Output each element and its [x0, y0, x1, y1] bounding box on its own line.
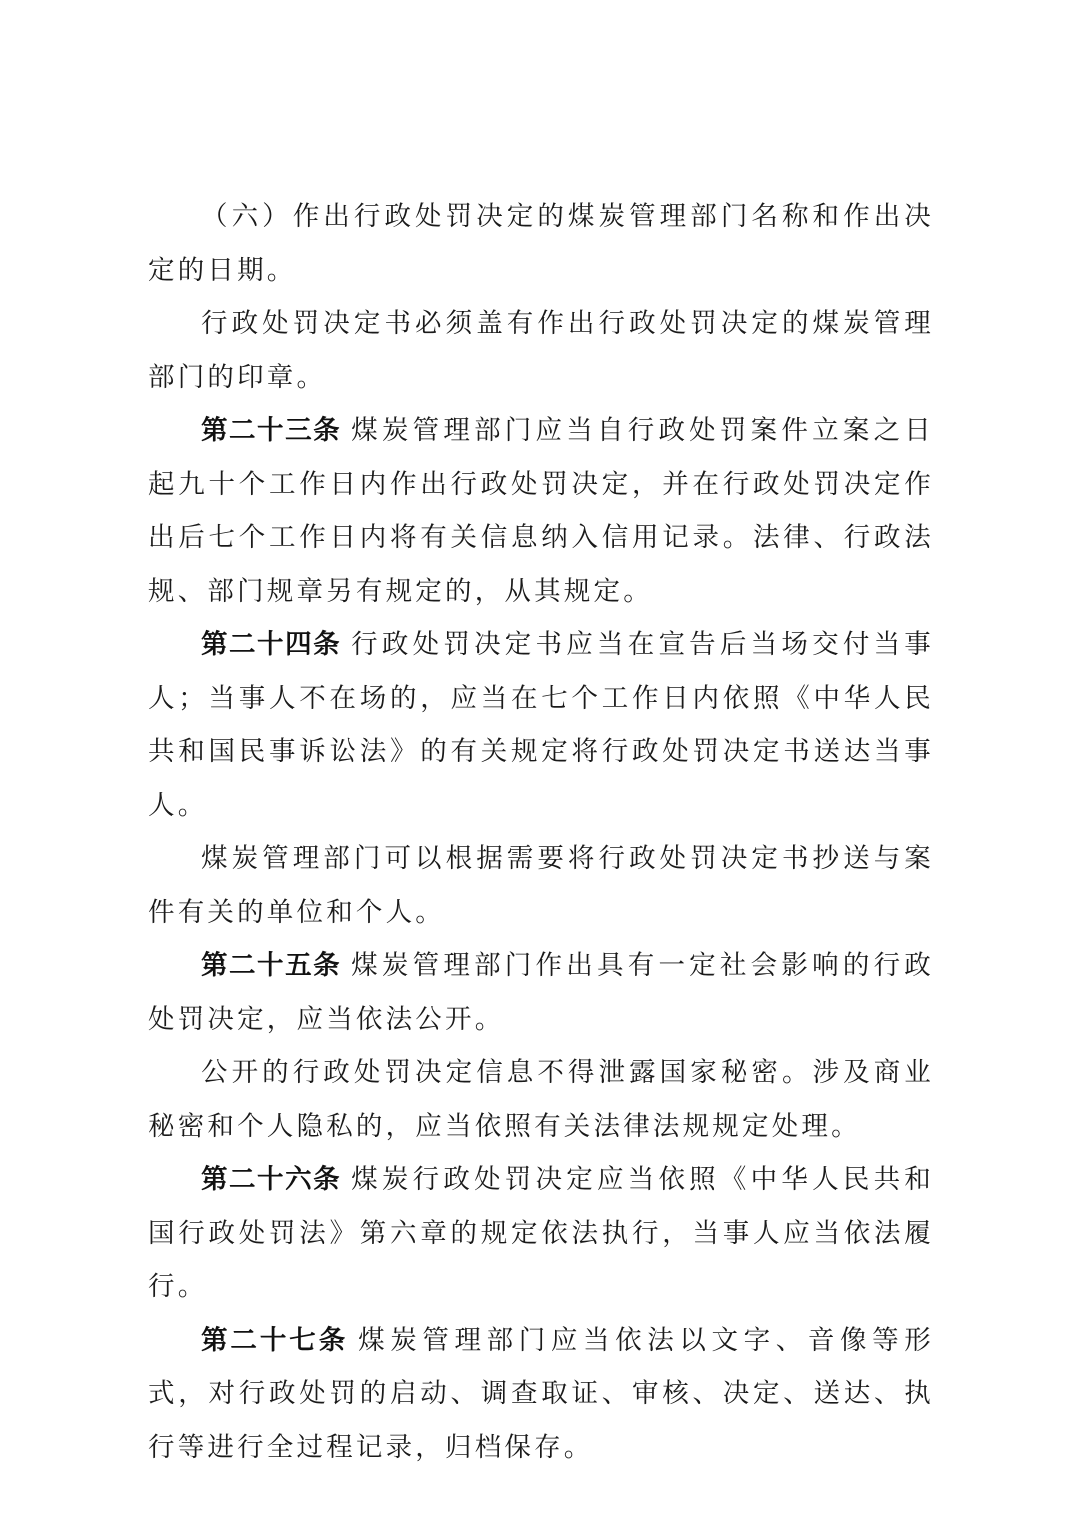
- article-24-clause-2: [148, 832, 934, 939]
- article-26: [148, 1153, 934, 1314]
- paragraph-text: 行政处罚决定书必须盖有作出行政处罚决定的煤炭管理部门的印章。: [148, 308, 934, 393]
- article-24: [148, 618, 934, 832]
- article-25-clause-2: [148, 1046, 934, 1153]
- article-heading: 第二十七条: [201, 1324, 349, 1356]
- article-text: 行政处罚决定书应当在宣告后当场交付当事人；当事人不在场的，应当在七个工作日内依照《中华人民共和国民事诉讼法》的有关规定将行政处罚决定书送达当事人。: [148, 629, 934, 821]
- article-27: [148, 1314, 934, 1475]
- paragraph-text: 煤炭管理部门可以根据需要将行政处罚决定书抄送与案件有关的单位和个人。: [148, 843, 934, 928]
- article-text: 煤炭行政处罚决定应当依照《中华人民共和国行政处罚法》第六章的规定依法执行，当事人应当依法履行。: [148, 1164, 934, 1302]
- article-text: 煤炭管理部门作出具有一定社会影响的行政处罚决定，应当依法公开。: [148, 950, 934, 1035]
- article-text: 煤炭管理部门应当依法以文字、音像等形式，对行政处罚的启动、调查取证、审核、决定、送达、执行等进行全过程记录，归档保存。: [148, 1324, 934, 1463]
- paragraph-item-6: [148, 190, 934, 297]
- article-heading: 第二十五条: [201, 950, 342, 981]
- paragraph-text: 公开的行政处罚决定信息不得泄露国家秘密。涉及商业秘密和个人隐私的，应当依照有关法律法规规定处理。: [148, 1057, 934, 1142]
- article-heading: 第二十三条: [201, 415, 342, 446]
- article-text: 煤炭管理部门应当自行政处罚案件立案之日起九十个工作日内作出行政处罚决定，并在行政处罚决定作出后七个工作日内将有关信息纳入信用记录。法律、行政法规、部门规章另有规定的，从其规定。: [148, 415, 934, 607]
- article-heading: 第二十四条: [201, 629, 342, 660]
- document-page: [148, 190, 934, 1474]
- article-heading: 第二十六条: [201, 1164, 342, 1195]
- article-23: [148, 404, 934, 618]
- paragraph-text: （六）作出行政处罚决定的煤炭管理部门名称和作出决定的日期。: [148, 201, 934, 286]
- article-25: [148, 939, 934, 1046]
- paragraph-seal-requirement: [148, 297, 934, 404]
